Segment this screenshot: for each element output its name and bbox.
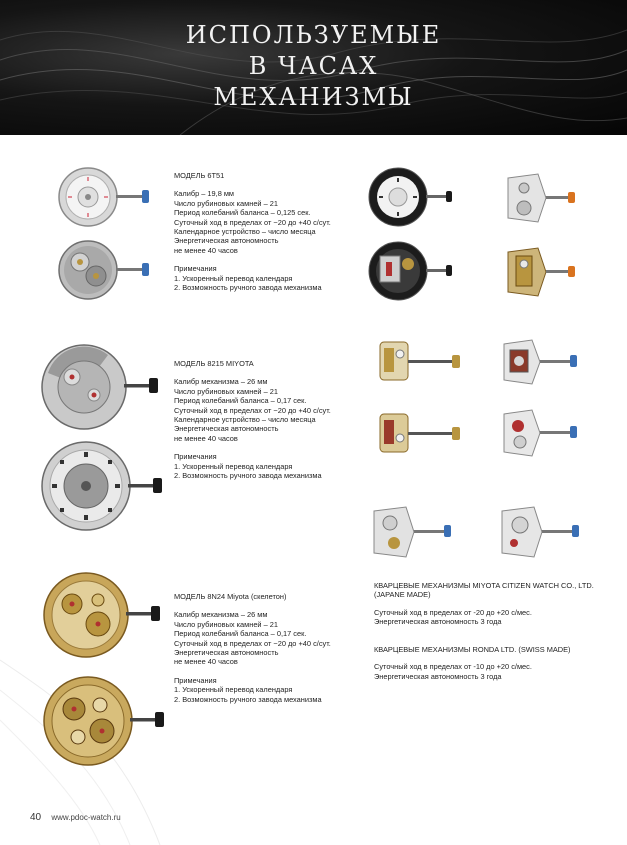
website-link[interactable]: www.pdoc-watch.ru bbox=[51, 813, 121, 822]
spec-line: Период колебаний баланса – 0,125 сек. bbox=[174, 208, 311, 218]
quartz-ronda-description bbox=[374, 645, 571, 681]
header-banner bbox=[0, 0, 627, 135]
mechanism-6t51-dial-image bbox=[58, 165, 158, 229]
spec-line: Календарное устройство – число месяца bbox=[174, 227, 316, 237]
mechanism-8n24-skeleton-front-image bbox=[40, 570, 170, 660]
spec-line: Суточный ход в пределах от −20 до +40 с/сут. bbox=[174, 405, 331, 415]
quartz-mechanism-dial-image bbox=[366, 166, 466, 228]
model-heading: МОДЕЛЬ 6T51 bbox=[174, 171, 225, 180]
spec-line: Число рубиновых камней – 21 bbox=[174, 619, 278, 629]
spec-line: Калибр механизма – 26 мм bbox=[174, 377, 268, 387]
mechanism-8215-movement-image bbox=[38, 343, 168, 431]
model-6t51-description bbox=[174, 171, 331, 292]
quartz-mechanism-movement-image bbox=[376, 340, 468, 384]
quartz-spec-line: Энергетическая автономность 3 года bbox=[374, 671, 502, 681]
note-line: 2. Возможность ручного завода механизма bbox=[174, 694, 322, 704]
quartz-miyota-description bbox=[374, 581, 594, 627]
spec-line: Суточный ход в пределах от −20 до +40 с/сут. bbox=[174, 638, 331, 648]
quartz-spec-line: Суточный ход в пределах от -20 до +20 с/мес. bbox=[374, 607, 532, 617]
quartz-mechanism-movement-image bbox=[500, 170, 590, 226]
spec-line: не менее 40 часов bbox=[174, 245, 238, 255]
spec-line: Калибр – 19,8 мм bbox=[174, 189, 235, 199]
note-line: 1. Ускоренный перевод календаря bbox=[174, 685, 293, 695]
model-8215-description bbox=[174, 359, 331, 480]
title-line: ИСПОЛЬЗУЕМЫЕ bbox=[185, 21, 442, 49]
quartz-mechanism-movement-image bbox=[368, 503, 462, 561]
quartz-heading: КВАРЦЕВЫЕ МЕХАНИЗМЫ MIYOTA CITIZEN WATCH CO., LTD. bbox=[374, 581, 594, 590]
notes-title: Примечания bbox=[174, 264, 217, 274]
page-number: 40 bbox=[30, 812, 42, 823]
notes-title: Примечания bbox=[174, 452, 217, 462]
note-line: 2. Возможность ручного завода механизма bbox=[174, 471, 322, 481]
spec-line: Период колебаний баланса – 0,17 сек. bbox=[174, 629, 307, 639]
quartz-mechanism-movement-image bbox=[498, 408, 590, 458]
spec-line: Число рубиновых камней – 21 bbox=[174, 198, 278, 208]
note-line: 2. Возможность ручного завода механизма bbox=[174, 283, 322, 293]
mechanism-8215-dial-image bbox=[38, 440, 168, 532]
spec-line: Календарное устройство – число месяца bbox=[174, 415, 316, 425]
quartz-mechanism-movement-image bbox=[500, 244, 590, 300]
quartz-heading: КВАРЦЕВЫЕ МЕХАНИЗМЫ RONDA LTD. (SWISS MADE) bbox=[374, 645, 571, 654]
spec-line: не менее 40 часов bbox=[174, 657, 238, 667]
spec-line: Число рубиновых камней – 21 bbox=[174, 386, 278, 396]
model-heading: МОДЕЛЬ 8215 MIYOTA bbox=[174, 359, 254, 368]
model-heading: МОДЕЛЬ 8N24 Miyota (скелетон) bbox=[174, 592, 287, 601]
note-line: 1. Ускоренный перевод календаря bbox=[174, 461, 293, 471]
mechanism-8n24-skeleton-back-image bbox=[40, 673, 170, 769]
title-line: МЕХАНИЗМЫ bbox=[213, 83, 414, 111]
spec-line: Суточный ход в пределах от −20 до +40 с/сут. bbox=[174, 217, 331, 227]
spec-line: Калибр механизма – 26 мм bbox=[174, 610, 268, 620]
spec-line: Энергетическая автономность bbox=[174, 236, 279, 246]
spec-line: Энергетическая автономность bbox=[174, 424, 279, 434]
quartz-mechanism-movement-image bbox=[366, 240, 466, 302]
page-title bbox=[0, 20, 627, 113]
quartz-mechanism-movement-image bbox=[376, 412, 468, 456]
spec-line: Период колебаний баланса – 0,17 сек. bbox=[174, 396, 307, 406]
quartz-mechanism-movement-image bbox=[496, 503, 590, 561]
mechanism-6t51-movement-image bbox=[58, 238, 158, 302]
model-8n24-description bbox=[174, 592, 331, 704]
title-line: В ЧАСАХ bbox=[248, 52, 379, 80]
notes-title: Примечания bbox=[174, 675, 217, 685]
quartz-heading: (JAPANE MADE) bbox=[374, 590, 431, 600]
spec-line: не менее 40 часов bbox=[174, 433, 238, 443]
quartz-mechanism-movement-image bbox=[498, 338, 590, 386]
quartz-spec-line: Суточный ход в пределах от -10 до +20 с/мес. bbox=[374, 662, 532, 672]
page-footer bbox=[30, 812, 121, 823]
quartz-spec-line: Энергетическая автономность 3 года bbox=[374, 617, 502, 627]
spec-line: Энергетическая автономность bbox=[174, 648, 279, 658]
note-line: 1. Ускоренный перевод календаря bbox=[174, 273, 293, 283]
